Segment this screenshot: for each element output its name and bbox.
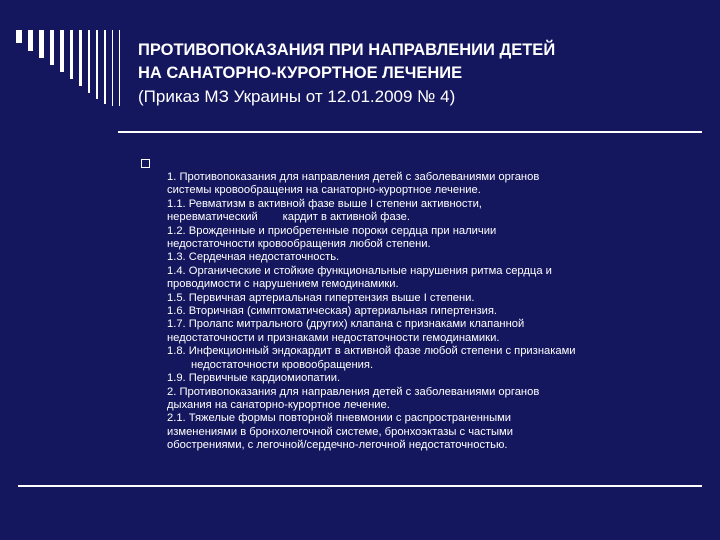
body-line: обострениями, с легочной/сердечно-легочной недостаточностью. [167, 439, 508, 452]
stripe [50, 30, 54, 65]
body-line: 1.4. Органические и стойкие функциональные нарушения ритма сердца и [167, 264, 552, 277]
stripe [112, 30, 113, 106]
body-line: неревматический кардит в активной фазе. [167, 211, 410, 224]
body-line: 1.6. Вторичная (симптоматическая) артериальная гипертензия. [167, 305, 497, 318]
stripe [104, 30, 106, 104]
body-line: 2. Противопоказания для направления детей с заболеваниями органов [167, 385, 540, 398]
title-line-2: НА САНАТОРНО-КУРОРТНОЕ ЛЕЧЕНИЕ [138, 64, 463, 82]
bottom-divider [18, 485, 702, 487]
stripe [119, 30, 120, 106]
body-line: недостаточности кровообращения. [191, 358, 374, 371]
body-line: дыхания на санаторно-курортное лечение. [167, 398, 390, 411]
body-line: 1.7. Пролапс митрального (других) клапана с признаками клапанной [167, 318, 525, 331]
stripe [16, 30, 22, 43]
stripe [96, 30, 98, 99]
top-divider [118, 131, 702, 133]
body-text [167, 171, 697, 453]
slide-title [138, 39, 698, 108]
body-line: 2.1. Тяжелые формы повторной пневмонии с распространенными [167, 412, 512, 425]
stripe [28, 30, 33, 51]
body-line: недостаточности кровообращения любой степени. [167, 238, 431, 251]
hollow-square-bullet-icon [141, 159, 150, 168]
stripe [70, 30, 73, 79]
body-line: недостаточности и признаками недостаточности гемодинамики. [167, 331, 500, 344]
stripe [88, 30, 90, 93]
stripe [60, 30, 64, 72]
body-line: проводимости с нарушением гемодинамики. [167, 278, 399, 291]
title-line-3: (Приказ МЗ Украины от 12.01.2009 № 4) [138, 87, 456, 106]
body-line: 1. Противопоказания для направления детей с заболеваниями органов [167, 171, 540, 183]
body-line: 1.3. Сердечная недостаточность. [167, 251, 340, 264]
stripe [79, 30, 82, 86]
title-line-1: ПРОТИВОПОКАЗАНИЯ ПРИ НАПРАВЛЕНИИ ДЕТЕЙ [138, 41, 556, 59]
body-line: изменениями в бронхолегочной системе, бронхоэктазы с частыми [167, 425, 513, 438]
decorative-stripes [16, 30, 128, 106]
body-line: 1.8. Инфекционный эндокардит в активной фазе любой степени с признаками [167, 345, 576, 358]
body-line: 1.1. Ревматизм в активной фазе выше I степени активности, [167, 197, 482, 210]
body-line: 1.2. Врожденные и приобретенные пороки сердца при наличии [167, 224, 497, 237]
body-line: системы кровообращения на санаторно-курортное лечение. [167, 184, 481, 197]
stripe [39, 30, 44, 58]
body-line: 1.9. Первичные кардиомиопатии. [167, 372, 341, 385]
body-line: 1.5. Первичная артериальная гипертензия выше I степени. [167, 291, 475, 304]
